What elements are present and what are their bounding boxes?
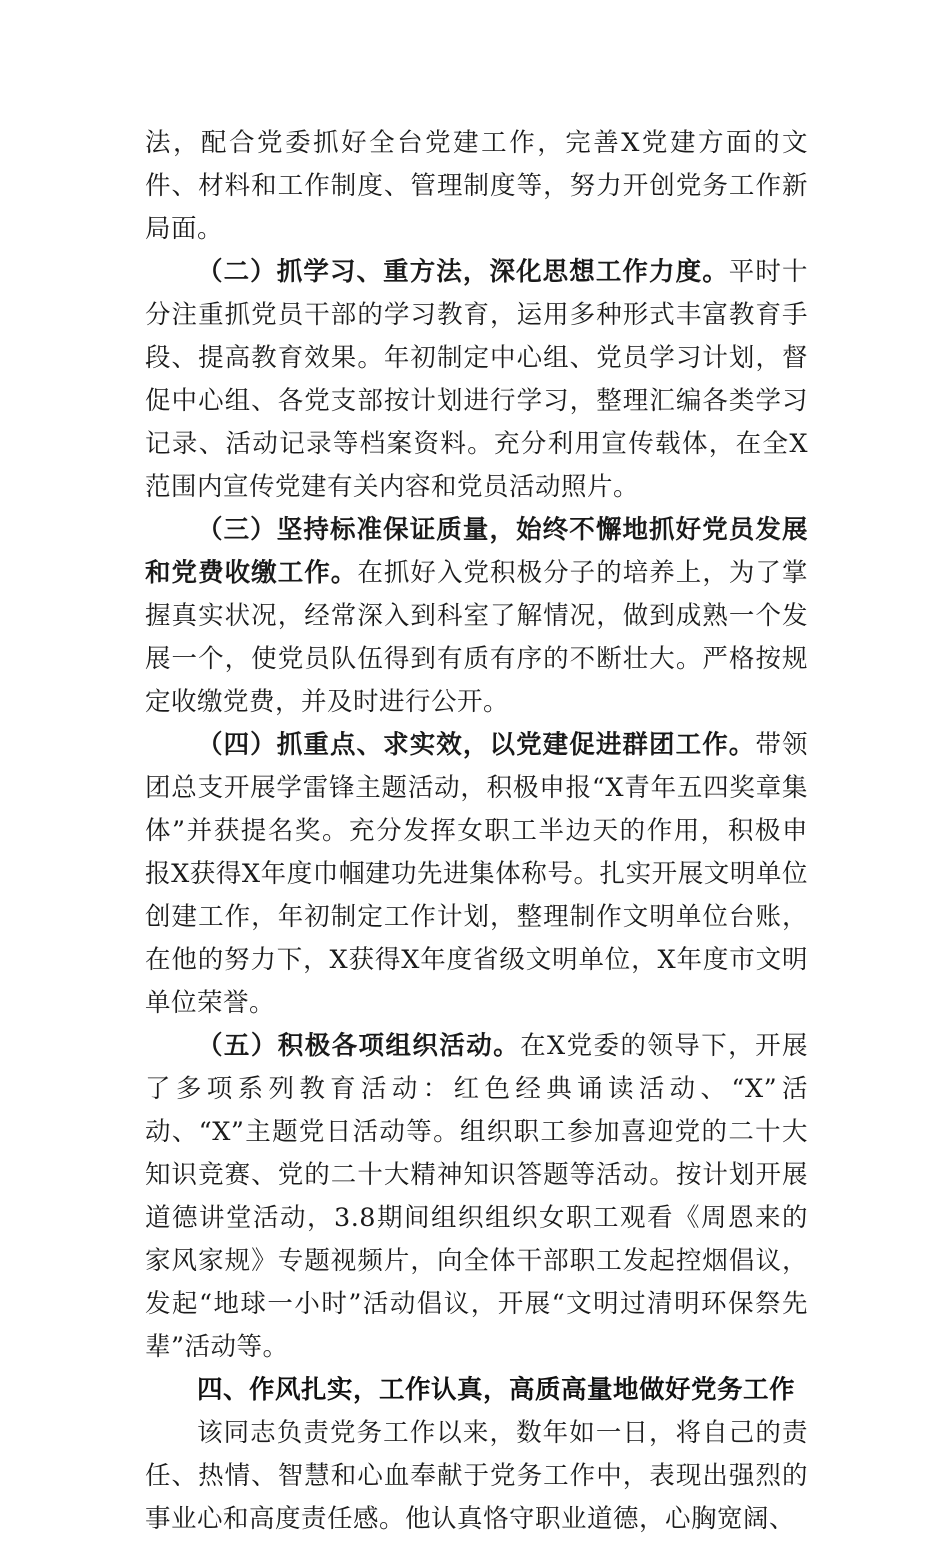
paragraph-text: 该同志负责党务工作以来，数年如一日，将自己的责任、热情、智慧和心血奉献于党务工作中，表现出强烈的事业心和高度责任感。他认真恪守职业道德，心胸宽阔、 xyxy=(145,1418,808,1534)
paragraph-text: 带领团总支开展学雷锋主题活动，积极申报“X青年五四奖章集体”并获提名奖。充分发挥女职工半边天的作用，积极申报X获得X年度巾帼建功先进集体称号。扎实开展文明单位创建工作，年初制定工作计划，整理制作文明单位台账，在他的努力下，X获得X年度省级文明单位，X年度市文明单位荣誉。 xyxy=(145,730,808,1018)
paragraph-activities xyxy=(145,1025,808,1369)
paragraph-text: 平时十分注重抓党员干部的学习教育，运用多种形式丰富教育手段、提高教育效果。年初制定中心组、党员学习计划，督促中心组、各党支部按计划进行学习，整理汇编各类学习记录、活动记录等档案资料。充分利用宣传载体，在全X范围内宣传党建有关内容和党员活动照片。 xyxy=(145,257,808,502)
paragraph-lead: （二）抓学习、重方法，深化思想工作力度。 xyxy=(197,257,729,287)
paragraph-mass-organizations xyxy=(145,724,808,1025)
paragraph-lead: （四）抓重点、求实效，以党建促进群团工作。 xyxy=(197,730,756,760)
paragraph-text: 在抓好入党积极分子的培养上，为了掌握真实状况，经常深入到科室了解情况，做到成熟一个发展一个，使党员队伍得到有质有序的不断壮大。严格按规定收缴党费，并及时进行公开。 xyxy=(145,558,808,717)
paragraph-study-methods xyxy=(145,251,808,509)
paragraph-text: 在X党委的领导下，开展了多项系列教育活动：红色经典诵读活动、“X”活动、“X”主题党日活动等。组织职工参加喜迎党的二十大知识竞赛、党的二十大精神知识答题等活动。按计划开展道德讲堂活动，3.8期间组织组织女职工观看《周恩来的家风家规》专题视频片，向全体干部职工发起控烟倡议，发起“地球一小时”活动倡议，开展“文明过清明环保祭先辈”活动等。 xyxy=(145,1031,808,1362)
paragraph-text: 法，配合党委抓好全台党建工作，完善X党建方面的文件、材料和工作制度、管理制度等，努力开创党务工作新局面。 xyxy=(145,128,808,244)
paragraph-lead: （五）积极各项组织活动。 xyxy=(197,1031,521,1061)
document-body xyxy=(145,122,808,1541)
section-heading: 四、作风扎实，工作认真，高质高量地做好党务工作 xyxy=(197,1375,796,1405)
paragraph-member-development xyxy=(145,509,808,724)
paragraph-work-style xyxy=(145,1412,808,1541)
paragraph-lead: （三）坚持标准保证质量，始终不懈地抓好党员发展和党费收缴工作。 xyxy=(145,515,808,588)
paragraph-continuation xyxy=(145,122,808,251)
